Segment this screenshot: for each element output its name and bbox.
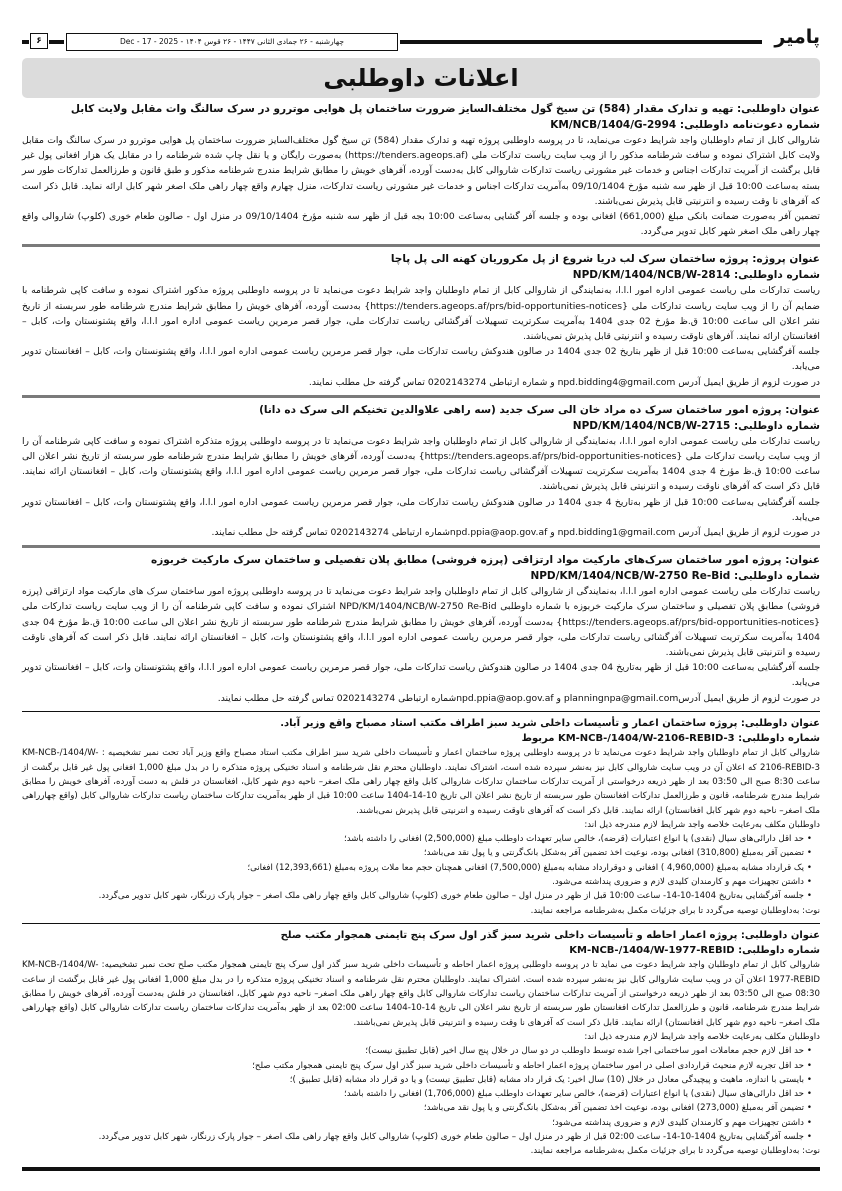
notice-title: عنوان: پروژه امور ساختمان سرک‌های مارکیت مواد ارتزاقی (پرزه فروشی) مطابق پلان تفصیلی و ساختمان سرک مارکیت خربوزه (151, 554, 820, 567)
section-divider (22, 244, 820, 247)
tender-notice (22, 715, 820, 920)
section-divider (22, 545, 820, 548)
notice-number: شماره داوطلبی: KM-NCB-/1404/W-1977-REBID (569, 945, 820, 957)
newspaper-logo: پامیر (774, 26, 820, 48)
tender-notice (22, 927, 820, 1160)
notice-body: جلسه آفرگشایی به‌ساعت 10:00 قبل از ظهر بتاریخ 02 جدی 1404 در صالون هندوکش ریاست تدارکات ملی، جوار قصر مرمرین ریاست عمومی اداره امور ا.ا.ا، واقع پشتونستان وات، کابل – افغانستان تدویر می‌یابد. (22, 346, 820, 373)
notice-title: عنوان داوطلبی: پروژه ساختمان اعمار و تأسیسات داخلی شرید سبز اطراف مکتب استاد مصباح واقع وزیر آباد. (280, 718, 820, 730)
notice-contact: در صورت لزوم از طریق ایمیل آدرس npd.bidding4@gmail.com و شماره ارتباطی 0202143274 تماس گرفته حل مطلب نمایند. (308, 376, 820, 388)
notice-body: ریاست تدارکات ملی ریاست عمومی اداره امور ا.ا.ا، به‌نمایندگی از شاروالی کابل از تمام داوطلبان واجد شرایط دعوت می‌نماید تا در پروسه داوطلبی پروژه متذکره اشتراک نموده و سافت کاپی شرطنامه آن را از ویب سایت ریاست تدارکات ملی {https://tenders.ageops.af/prs/bid-opportunities-notices} به‌دست آورده، آفرهای خویش را مطابق شرایط مندرج شرطنامه طور سربسته از تاریخ نشر اعلان الی ساعت 10:00 ق.ظ مؤرخ 4 جدی 1404 به‌آمریت سکرتریت تسهیلات آفرگشائی ریاست تدارکات ملی، جوار قصر مرمرین ریاست عمومی اداره امور ا.ا.ا، واقع پشتونستان وات، کابل – افغانستان ارائه نمایند. قابل ذکر است که آفرهای ناوقت رسیده و انترنیتی قابل پذیرش نمی‌باشند. (22, 435, 820, 493)
tender-notice (22, 100, 820, 241)
header-rule (400, 40, 762, 44)
notice-title: عنوان: پروژه امور ساختمان سرک ده مراد خان الی سرک جدید (سه راهی علاوالدین تخنیکم الی سرک ده دانا) (259, 403, 820, 416)
requirements-list (22, 832, 820, 903)
page-title: اعلانات داوطلبی (22, 58, 820, 98)
tender-notice (22, 250, 820, 391)
notice-body: داوطلبان مکلف به‌رعایت خلاصه واجد شرایط لازم مندرجه ذیل اند: (584, 1031, 820, 1042)
list-item: • یک قرارداد مشابه به‌مبلغ (4,960,000 ) افغانی و دوقرارداد مشابه به‌مبلغ (7,500,000) افغانی همچنان حجم معا ملات پروژه به‌مبلغ (12,393,661) افغانی؛ (22, 861, 812, 875)
list-item: • بایستی با اندازه، ماهیت و پیچیدگی معادل در خلال (10) سال اخیر: یک قرار داد مشابه (قابل تطبیق نیست) و یا دو قرار داد مشابه (قابل تطبیق )؛ (22, 1073, 812, 1087)
tender-notice (22, 401, 820, 542)
page-number: ۶ (30, 33, 48, 49)
notice-number: شماره داوطلبی: NPD/KM/1404/NCB/W-2750 Re-Bid (530, 570, 820, 583)
section-divider (22, 711, 820, 713)
notice-body: جلسه آفرگشایی به‌ساعت 10:00 قبل از ظهر به‌تاریخ 4 جدی 1404 در صالون هندوکش ریاست تدارکات ملی، جوار قصر مرمرین ریاست عمومی اداره امور ا.ا.ا، واقع پشتونستان وات، کابل – افغانستان تدویر می‌یابد. (22, 496, 821, 523)
page-bottom-rule (22, 1167, 820, 1171)
notice-body: جلسه آفرگشایی به‌ساعت 10:00 قبل از ظهر به‌تاریخ 04 جدی 1404 در صالون هندوکش ریاست تدارکات ملی، جوار قصر مرمرین ریاست عمومی اداره امور ا.ا.ا، واقع پشتونستان وات، کابل – افغانستان تدویر می‌یابد. (22, 662, 820, 689)
list-item: • حد اقل دارائی‌های سیال (نقدی) یا انواع اعتبارات (قرضه)، خالص سایر تعهدات داوطلب مبلغ (1,706,000) افغانی را داشته باشد؛ (22, 1087, 812, 1101)
list-item: • تضمین آفر به‌مبلغ (310,800) افغانی بوده، نوعیت اخذ تضمین آفر به‌شکل بانک‌گرنتی و یا پول نقد می‌باشد؛ (22, 846, 812, 860)
list-item: • داشتن تجهیزات مهم و کارمندان کلیدی لازم و ضروری پنداشته می‌شود. (22, 875, 812, 889)
header-rule (22, 40, 29, 44)
notice-body: شاروالی کابل از تمام داوطلبان واجد شرایط دعوت می نماید تا در پروسه داوطلبی پروژه اعمار احاطه و تأسیسات داخلی شرید سبز گذر اول سرک پنج تایمنی همجوار مکتب صلح تحت نمبر تشخیصیه: KM-NCB-/1404/W-1977-REBID اعلان آن در ویب سایت شاروالی کابل نیز به‌نشر سپرده شده است. اشتراک نمایند. داوطلبان محترم نقل شرطنامه و اسناد تخنیکی پروژه متذکره را در بدل مبلغ 1,000 افغانی پول غیر قابل برگشت از ساعت 08:30 صبح الی 03:50 بعد از ظهر ذریعه درخواستی از آمریت تدارکات ساختمان ریاست تدارکات شاروالی کابل واقع چهار راهی ملک اصغر– ناحیه دوم شهر کابل، افغانستان در فلش به‌دست آورده، آفرهای خویش را مطابق شرایط مندرج شرطنامه، قانون و طرزالعمل تدارکات افغانستان طور سربسته از تاریخ نشر اعلان الی تاریخ 14-10-1404 ساعت 02:00 بعد از ظهر به‌آمریت تدارکات ساختمان ریاست تدارکات شاروالی کابل (واقع چهارراهی ملک اصغر– ناحیه دوم شهر کابل افغانستان) ارائه نمایند. قابل ذکر است که آفرهای نا وقت رسیده و انترنیتی قابل پذیرش نمی‌باشند. (22, 960, 821, 1028)
notice-title: عنوان داوطلبی: پروژه اعمار احاطه و تأسیسات داخلی شرید سبز گذر اول سرک پنج تایمنی همجوار مکتب صلح (280, 930, 820, 942)
notice-title: عنوان داوطلبی: تهیه و تدارک مقدار (584) تن سیخ گول مختلف‌السایز ضرورت ساختمان پل هوایی موتررو در سرک سالنگ وات مقابل ولایت کابل (70, 103, 820, 115)
notice-number: شماره داوطلبی: KM-NCB-/1404/W-2106-REBID-3 مربوط (521, 733, 820, 745)
list-item: • جلسه آفرگشایی به‌تاریخ 1404-10-14- ساعت 02:00 قبل از ظهر در منزل اول – صالون طعام خوری (کلوپ) شاروالی کابل واقع چهار راهی ملک اصغر – جوار پارک زرنگار، شهر کابل تدویر می‌گردد. (22, 1130, 812, 1144)
notice-note: نوت: به‌داوطلبان توصیه می‌گردد تا برای جزئیات مکمل به‌شرطنامه مراجعه نمایند. (530, 905, 820, 916)
notice-contact: در صورت لزوم از طریق ایمیل آدرسplanningnpa@gmail.com و npd.ppia@aop.gov.afشماره ارتباطی 0202143274 تماس گرفته حل مطلب نمایند. (217, 692, 820, 704)
notice-body: ریاست تدارکات ملی ریاست عمومی اداره امور ا.ا.ا، به‌نمایندگی از شاروالی کابل از تمام داوطلبان واجد شرایط دعوت می‌نماید تا در پروسه داوطلبی پروژه امور ساختمان سرک های مارکیت مواد ارتزاقی (پرزه فروشی) مطابق پلان تفصیلی و ساختمان سرک مارکیت خربوزه با شماره داوطلبی NPD/KM/1404/NCB/W-2750 Re-Bid اشتراک نموده و سافت کاپی شرطنامه آن را از ویب سایت ریاست تدارکات ملی {https://tenders.ageops.af/prs/bid-opportunities-notices} به‌دست آورده، آفرهای خویش را مطابق شرایط مندرج شرطنامه طور سربسته از تاریخ نشر اعلان الی ساعت 10:00 ق.ظ مؤرخ 04 جدی 1404 به‌آمریت سکرتریت تسهیلات آفرگشائی ریاست تدارکات ملی، جوار قصر مرمرین ریاست عمومی اداره امور ا.ا.ا، واقع پشتونستان وات، کابل – افغانستان ارائه نمایند. قابل ذکر است که آفرهای ناوقت رسیده و انترنیتی قابل پذیرش نمی‌باشند. (22, 586, 821, 659)
list-item: • جلسه آفرگشایی به‌تاریخ 1404-10-14- ساعت 10:00 قبل از ظهر در منزل اول – صالون طعام خوری (کلوپ) شاروالی کابل واقع چهار راهی ملک اصغر – جوار پارک زرنگار، شهر کابل تدویر می‌گردد. (22, 889, 812, 903)
notice-number: شماره داوطلبی: NPD/KM/1404/NCB/W-2715 (572, 419, 820, 432)
notice-body: ریاست تدارکات ملی ریاست عمومی اداره امور ا.ا.ا، به‌نمایندگی از شاروالی کابل از تمام داوطلبان واجد شرایط دعوت می‌نماید تا در پروسه داوطلبی پروژه مذکور اشتراک نموده و سافت کاپی شرطنامه با ضمایم آن را از ویب سایت ریاست تدارکات ملی {https://tenders.ageops.af/prs/bid-opportunities-notices} به‌دست آورده، آفرهای خویش را مطابق شرایط مندرج شرطنامه طور سربسته از تاریخ نشر اعلان الی ساعت 10:00 ق.ظ مؤرخ 02 جدی 1404 به‌آمریت سکرتریت تسهیلات آفرگشائی ریاست تدارکات ملی، جوار قصر مرمرین ریاست عمومی اداره امور ا.ا.ا، واقع پشتونستان وات، کابل – افغانستان ارائه نمایند. آفرهای ناوقت رسیده و انترنیتی قابل پذیرش نمی‌باشند. (22, 285, 820, 343)
header-rule (49, 40, 64, 44)
section-divider (22, 923, 820, 925)
notice-body: داوطلبان مکلف به‌رعایت خلاصه واجد شرایط لازم مندرجه ذیل اند: (584, 819, 820, 830)
page-header (22, 26, 820, 52)
notice-title: عنوان پروژه: پروژه ساختمان سرک لب دریا شروع از پل مکروریان کهنه الی پل پاچا (390, 253, 820, 266)
issue-date: چهارشنبه - ۲۶ جمادی الثانی ۱۴۴۷ - ۲۶ قوس ۱۴۰۴ - 2025 - 17 - Dec (66, 33, 398, 51)
notice-body: شاروالی کابل از تمام داوطلبان واجد شرایط دعوت می‌نماید تا در پروسه داوطلبی پروژه ساختمان اعمار و تأسیسات داخلی شرید سبز اطراف مکتب استاد مصباح واقع وزیر آباد تحت نمبر تشخیصیه : KM-NCB-/1404/W-2106-REBID-3 که اعلان آن در ویب سایت شاروالی کابل نیز به‌نشر سپرده شده است، اشتراک نمایند. داوطلبان محترم نقل شرطنامه و اسناد تخنیکی پروژه متذکره را در بدل مبلغ 1,000 افغانی پول غیر قابل برگشت از ساعت 8:30 صبح الی 03:50 بعد از ظهر ذریعه درخواستی از آمریت تدارکات ساختمان تدارکات شاروالی کابل واقع چهار راهی ملک اصغر– ناحیه دوم شهر کابل، افغانستان در فلش به دست آورده، آفرهای خویش را مطابق شرایط مندرج شرطنامه، قانون و طرزالعمل تدارکات افغانستان طور سربسته از تاریخ نشر اعلان الی تاریخ 10-14-1404 ساعت 10:00 قبل از ظهر به‌آمریت تدارکات ساختمان ریاست تدارکات شاروالی کابل (واقع چهارراهی ملک اصغر– ناحیه دوم شهر کابل افغانستان) ارائه نمایند. قابل ذکر است که آفرهای ناوقت رسیده و انترنیتی قابل پذیرش نمی‌باشند. (22, 748, 821, 816)
list-item: • تضیمن آفر به‌مبلغ (273,000) افغانی بوده، نوعیت اخذ تضمین آفر به‌شکل بانک‌گرنتی و یا پول نقد می‌باشد؛ (22, 1101, 812, 1115)
notice-number: شماره دعوت‌نامه داوطلبی: KM/NCB/1404/G-2994 (550, 119, 820, 131)
list-item: • حد اقل دارائی‌های سیال (نقدی) یا انواع اعتبارات (قرضه)، خالص سایر تعهدات داوطلب مبلغ (2,500,000) افغانی را داشته باشد؛ (22, 832, 812, 846)
tender-notices (22, 100, 820, 1171)
notice-body: تضمین آفر به‌صورت ضمانت بانکی مبلغ (661,000) افغانی بوده و جلسه آفر گشایی به‌ساعت 10:00 بجه قبل از ظهر سه شنبه مؤرخ 09/10/1404 در منزل اول - صالون طعام خوری (کلوپ) شاروالی واقع چهار راهی ملک اصغر شهر کابل تدویر می‌گردد. (22, 211, 820, 238)
notice-body: شاروالی کابل از تمام داوطلبان واجد شرایط دعوت می‌نماید، تا در پروسه داوطلبی پروژه تهیه و تدارک مقدار (584) تن سیخ گول مختلف‌السایز ضرورت ساختمان پل هوایی موتررو در سرک سالنگ وات مقابل ولایت کابل اشتراک نموده و سافت شرطنامه مذکور را از ویب سایت ریاست تدارکات ملی (https://tenders.ageops.af) به‌صورت رایگان و یا نقل چاپ شده شرطنامه را در مقابل یک هزار افغانی پول غیر قابل برگشت از آمریت تدارکات اجناس و خدمات غیر مشورتی ریاست تدارکات شاروالی کابل به‌دست آورده، آفرهای خویش را مطابق شرایط مندرج شرطنامه مذکور و طبق قانون و طرزالعمل تدارکات طور سر بسته به‌ساعت 10:00 قبل از ظهر سه شنبه مؤرخ 09/10/1404 به‌آمریت تدارکات اجناس و خدمات غیر مشورتی ریاست تدارکات، منزل چهارم واقع چهار راهی ملک اصغر شهر کابل ارائه نماید. قابل ذکر است که آفرهای نا وقت رسیده و انترنیتی قابل پذیرش نمی‌باشند. (22, 135, 820, 207)
list-item: • داشتن تجهیزات مهم و کارمندان کلیدی لازم و ضروری پنداشته می‌شود؛ (22, 1116, 812, 1130)
notice-number: شماره داوطلبی: NPD/KM/1404/NCB/W-2814 (572, 269, 820, 282)
notice-contact: در صورت لزوم از طریق ایمیل آدرس npd.bidding1@gmail.com و npd.ppia@aop.gov.afشماره ارتباطی 0202143274 تماس گرفته حل مطلب نمایند. (211, 527, 820, 539)
section-divider (22, 395, 820, 398)
tender-notice (22, 551, 820, 708)
list-item: • حد اقل تجربه لازم منحیث قراردادی اصلی در امور ساختمان پروژه اعمار احاطه و تأسیسات داخلی شرید سبز گذر اول سرک پنج تایمنی همجوار مکتب صلح؛ (22, 1059, 812, 1073)
requirements-list (22, 1044, 820, 1144)
notice-note: نوت: به‌داوطلبان توصیه می‌گردد تا برای جزئیات مکمل به‌شرطنامه مراجعه نمایند. (530, 1146, 820, 1157)
list-item: • حد اقل لازم حجم معاملات امور ساختمانی اجرا شده توسط داوطلب در دو سال در خلال پنج سال اخیر (قابل تطبیق نیست)؛ (22, 1044, 812, 1058)
